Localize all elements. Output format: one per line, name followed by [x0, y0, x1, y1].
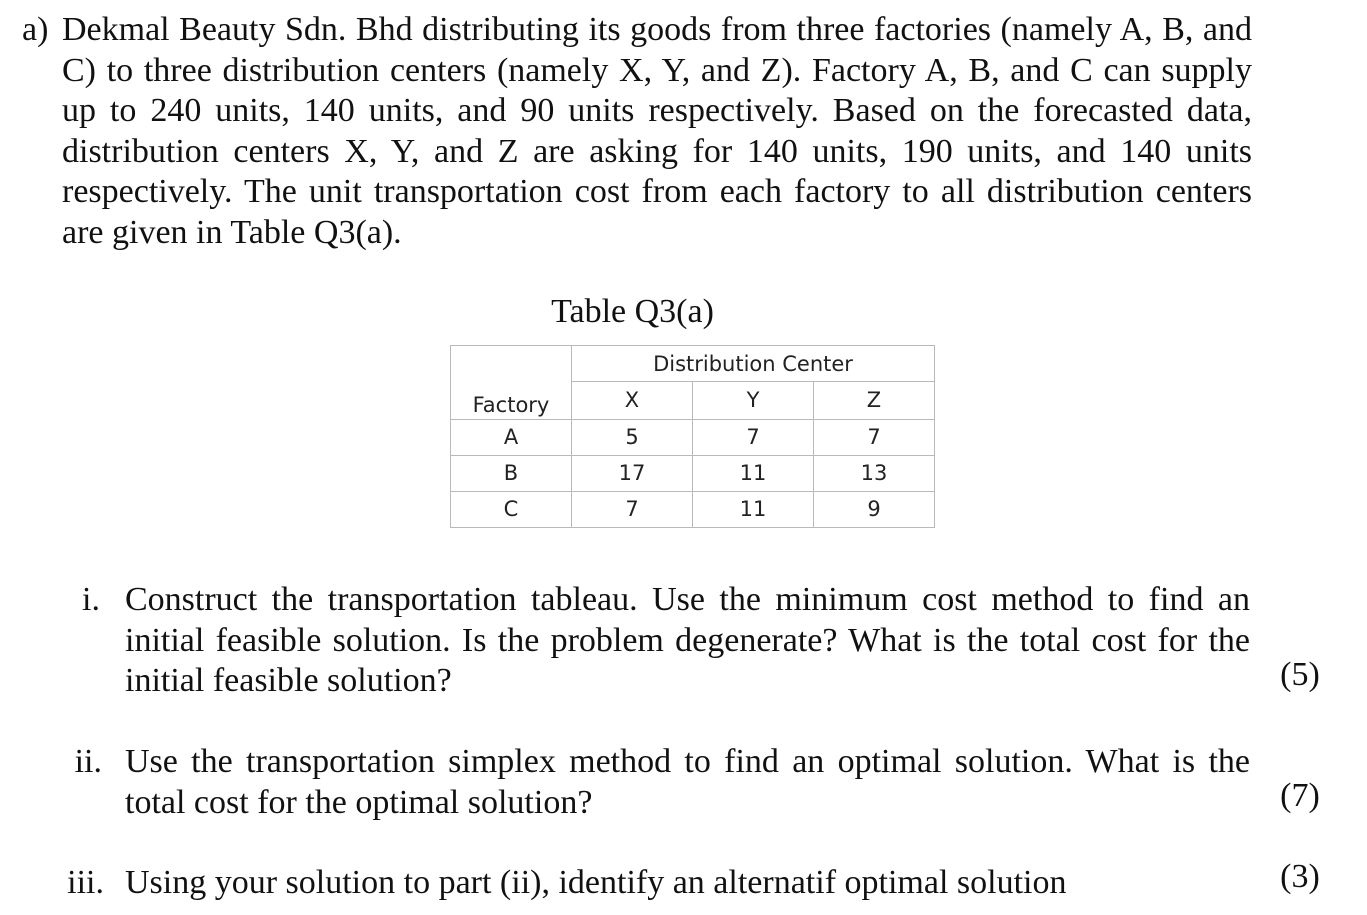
question-intro: Dekmal Beauty Sdn. Bhd distributing its goods from three factories (namely A, B, and C) to three distribution centers (namely X, Y, and Z). Factory A, B, and C can supply up to 240 units, 140 units, and 90 units respectively. Based on the forecasted data, distribution centers X, Y, and Z are asking for 140 units, 190 units, and 140 units respectively. The unit transportation cost from each factory to all distribution centers are given in Table Q3(a). — [62, 11, 1252, 251]
cost-table — [450, 345, 935, 528]
factory-cell: A — [451, 419, 572, 455]
column-header-x: X — [572, 382, 693, 420]
table-title: Table Q3(a) — [551, 293, 714, 330]
cost-cell: 9 — [814, 491, 935, 527]
marks-label: (3) — [1280, 858, 1320, 895]
subquestion-number: ii. — [74, 743, 102, 780]
factory-cell: C — [451, 491, 572, 527]
distribution-center-header: Distribution Center — [572, 346, 935, 382]
subquestion-text: Using your solution to part (ii), identify an alternatif optimal solution — [125, 864, 1067, 901]
column-header-y: Y — [693, 382, 814, 420]
subquestion-number: iii. — [67, 864, 104, 901]
cost-cell: 7 — [693, 419, 814, 455]
table-header-row — [451, 346, 935, 382]
cost-cell: 13 — [814, 455, 935, 491]
subquestion-text: Use the transportation simplex method to find an optimal solution. What is the total cost for the optimal solution? — [125, 743, 1250, 821]
table-corner-cell — [451, 346, 572, 382]
column-header-z: Z — [814, 382, 935, 420]
factory-header: Factory — [451, 382, 572, 420]
table-row — [451, 455, 935, 491]
cost-cell: 11 — [693, 491, 814, 527]
question-label: a) — [22, 11, 49, 48]
cost-cell: 17 — [572, 455, 693, 491]
marks-label: (7) — [1280, 777, 1320, 814]
factory-cell: B — [451, 455, 572, 491]
subquestion-number: i. — [82, 581, 100, 618]
table-row — [451, 419, 935, 455]
subquestion-text: Construct the transportation tableau. Use the minimum cost method to find an initial feasible solution. Is the problem degenerate? What is the total cost for the initial feasible solution? — [125, 581, 1250, 699]
marks-label: (5) — [1280, 656, 1320, 693]
table-subheader-row — [451, 382, 935, 420]
cost-cell: 7 — [572, 491, 693, 527]
cost-cell: 5 — [572, 419, 693, 455]
cost-cell: 11 — [693, 455, 814, 491]
cost-cell: 7 — [814, 419, 935, 455]
table-row — [451, 491, 935, 527]
